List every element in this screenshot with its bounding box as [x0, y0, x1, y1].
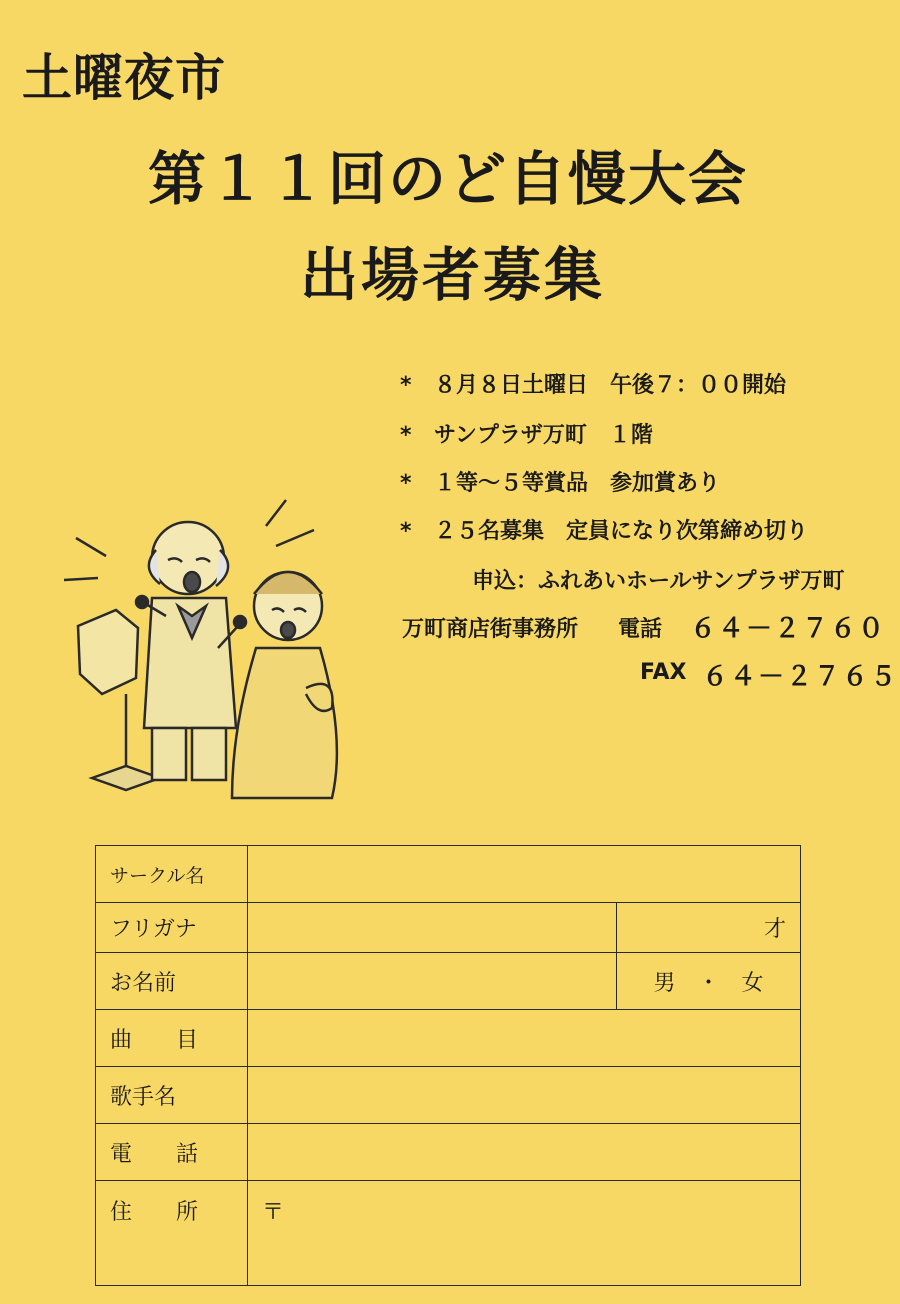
circle-name-field[interactable] — [248, 846, 801, 903]
info-item-text: １等～５等賞品 参加賞あり — [434, 471, 721, 496]
apply-text: 申込：ふれあいホールサンプラザ万町 — [472, 569, 845, 594]
event-name: 土曜夜市 — [22, 49, 226, 107]
bullet-icon: * — [400, 423, 412, 448]
address-label: 住 所 — [96, 1181, 248, 1286]
form-row-singer — [96, 1067, 801, 1124]
office-name: 万町商店街事務所 — [402, 617, 579, 642]
info-item-text: サンプラザ万町 １階 — [434, 423, 653, 448]
info-item-text: ８月８日土曜日 午後７：００開始 — [434, 373, 787, 398]
form-row-name — [96, 953, 801, 1010]
form-row-song — [96, 1010, 801, 1067]
info-item-capacity — [400, 514, 808, 545]
fax-number: ６４－２７６５ — [702, 662, 899, 692]
singer-field[interactable] — [248, 1067, 801, 1124]
name-field[interactable] — [248, 953, 617, 1010]
song-label: 曲 目 — [96, 1010, 248, 1067]
postal-mark: 〒 — [262, 1200, 285, 1225]
form-row-circle — [96, 846, 801, 903]
form-row-furigana — [96, 903, 801, 953]
phone-field[interactable] — [248, 1124, 801, 1181]
page-title: 第１１回のど自慢大会 — [148, 145, 749, 213]
gender-field[interactable] — [617, 953, 801, 1010]
age-field[interactable] — [617, 903, 801, 953]
tel-label: 電話 — [618, 617, 663, 642]
info-item-prizes — [400, 466, 720, 497]
address-field[interactable] — [248, 1181, 801, 1286]
name-label: お名前 — [96, 953, 248, 1010]
bullet-icon: * — [400, 373, 412, 398]
tel-number: ６４－２７６０ — [690, 614, 887, 644]
info-item-text: ２５名募集 定員になり次第締め切り — [434, 519, 809, 544]
form-row-phone — [96, 1124, 801, 1181]
entry-form — [95, 845, 801, 1286]
phone-label: 電 話 — [96, 1124, 248, 1181]
page-subtitle: 出場者募集 — [300, 241, 606, 309]
circle-name-label: サークル名 — [96, 846, 248, 903]
furigana-field[interactable] — [248, 903, 617, 953]
singing-couple-icon — [56, 498, 356, 808]
singer-label: 歌手名 — [96, 1067, 248, 1124]
bullet-icon: * — [400, 471, 412, 496]
bullet-icon: * — [400, 519, 412, 544]
info-item-date — [400, 368, 786, 399]
furigana-label: フリガナ — [96, 903, 248, 953]
fax-label: FAX — [640, 660, 687, 685]
form-row-address — [96, 1181, 801, 1286]
gender-options: 男 ・ 女 — [653, 970, 764, 996]
age-unit-label: 才 — [763, 917, 786, 942]
info-item-venue — [400, 418, 653, 449]
song-field[interactable] — [248, 1010, 801, 1067]
